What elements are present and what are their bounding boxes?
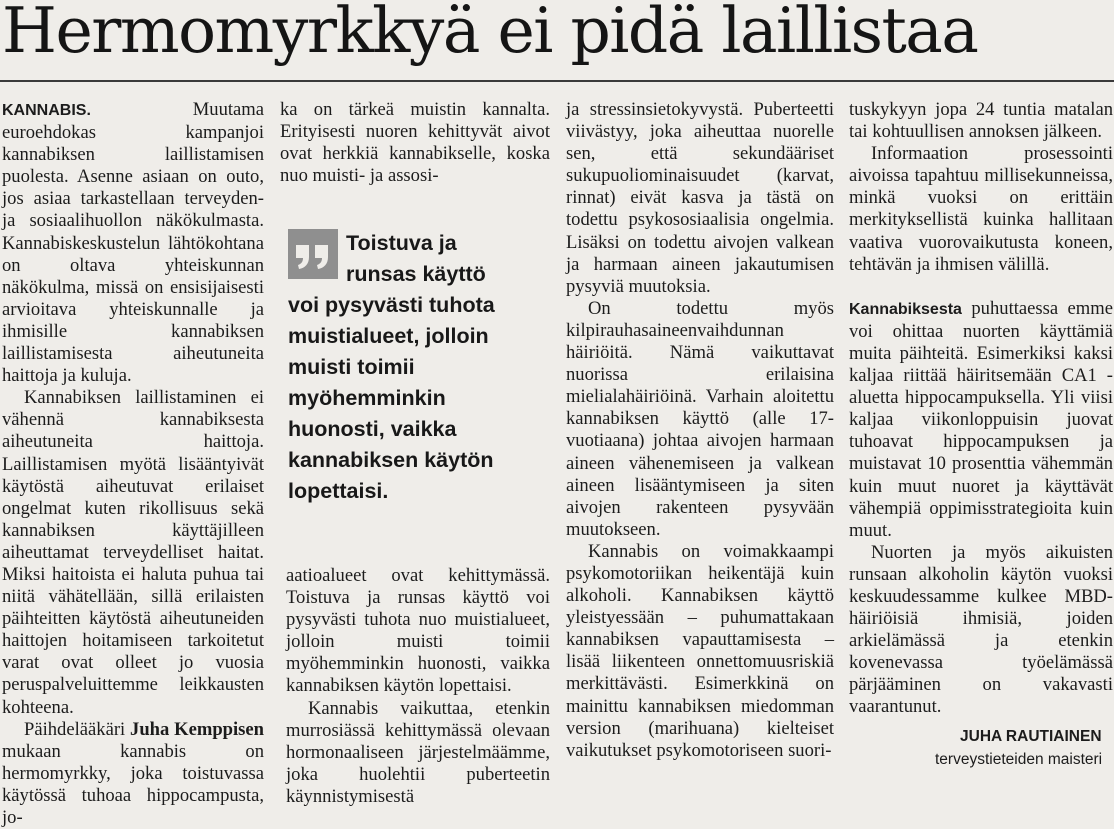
headline-rule	[0, 80, 1114, 82]
pull-quote-line: muistialueet, jolloin	[288, 324, 489, 348]
pull-quote-line: kannabiksen käytön	[288, 448, 494, 472]
byline-title: terveystieteiden maisteri	[935, 751, 1103, 768]
byline-name: JUHA RAUTIAINEN	[960, 728, 1102, 745]
column-4	[849, 99, 1113, 719]
pull-quote-line: lopettaisi.	[288, 479, 389, 503]
paragraph: Nuorten ja myös aikuisten runsaan alkoholin käytön vuoksi keskuudessamme kulkee MBD-häiriöisiä ihmisiä, joiden arkielämässä ja etenkin kovenevassa työelämässä pärjääminen on vakavasti vaarantunut.	[849, 541, 1113, 718]
paragraph: Kannabis vaikuttaa, etenkin murrosiässä kehittymässä olevaan hormonaaliseen järjestelmäämme, joka huolehtii puberteetin käynnistymisestä	[286, 697, 550, 807]
paragraph: ka on tärkeä muistin kannalta. Erityisesti nuoren kehittyvät aivot ovat herkkiä kannabikselle, koska nuo muisti- ja assosi-	[280, 99, 550, 187]
paragraph-text: puhuttaessa emme voi ohittaa nuorten käyttämiä muita päihteitä. Esimerkiksi kaksi kaljaa riittää häiritsemään CA1 -aluetta hippocampuksella. Yli viisi kaljaa viikonloppuisin juovat tuhoavat hippocampuksen ja muistavat 10 prosenttia vähemmän kuin muut nuoret ja käyttävät vähempiä oppimisstrategioita kuin muut.	[849, 297, 1113, 541]
paragraph: Informaation prosessointi aivoissa tapahtuu millisekunneissa, minkä vuoksi on erittäin merkityksellistä kuinka hallitaan vaativa vuorovaikutusta koneen, tehtävän ja ihmisen välillä.	[849, 143, 1113, 275]
paragraph-text: mukaan kannabis on hermomyrkky, joka toistuvassa käytössä tuhoaa hippocampusta, jo-	[2, 740, 264, 828]
column-2-top	[280, 99, 550, 187]
pull-quote-line: huonosti, vaikka	[288, 417, 457, 441]
kicker: KANNABIS.	[2, 102, 91, 119]
paragraph: On todettu myös kilpirauhasaineenvaihdunnan häiriöitä. Nämä vaikuttavat nuorissa erilaisina mielialahäiriöinä. Varhain aloitettu kannabiksen käyttö (alle 17-vuotiaana) johtaa aivojen harmaan aineen vähenemiseen ja valkean aineen lisääntymiseen ja siten aivojen rakenteen pysyvään muutokseen.	[566, 297, 834, 540]
pull-quote-line: myöhemminkin	[288, 386, 446, 410]
pull-quote-line: runsas käyttö	[346, 262, 486, 286]
paragraph	[2, 99, 264, 387]
paragraph	[849, 298, 1113, 542]
paragraph-text: Päihdelääkäri	[24, 718, 126, 740]
person-name: Juha Kemppisen	[130, 718, 264, 740]
column-1	[2, 99, 264, 829]
pull-quote	[288, 228, 548, 507]
paragraph-text: Muutama euroehdokas kampanjoi kannabiksen laillistamisen puolesta. Asenne asiaan on outo, jos asiaa tarkastellaan terveyden- ja sosiaalihuollon näkökulmasta. Kannabiskeskustelun lähtökohtana on oltava yhteiskunnan näkökulma, missä on ensisijaisesti arvioitava yhteiskunnalle ja ihmisille kannabiksen laillistamisesta aiheutuneita haittoja ja kuluja.	[2, 99, 264, 387]
paragraph: aatioalueet ovat kehittymässä. Toistuva ja runsas käyttö voi pysyvästi tuhota nuo muistialueet, jolloin muisti toimii myöhemminkin huonosti, vaikka kannabiksen käytön lopettaisi.	[286, 565, 550, 697]
column-3	[566, 99, 834, 762]
paragraph: tuskykyyn jopa 24 tuntia matalan tai kohtuullisen annoksen jälkeen.	[849, 99, 1113, 143]
kicker: Kannabiksesta	[849, 300, 962, 318]
pull-quote-line: Toistuva ja	[346, 231, 457, 255]
pull-quote-line: voi pysyvästi tuhota	[288, 293, 495, 317]
paragraph: Kannabis on voimakkaampi psykomotoriikan heikentäjä kuin alkoholi. Kannabiksen käyttö yleistyessään – puhumattakaan kannabiksen vapauttamisesta – lisää liikenteen onnettomuusriskiä merkittävästi. Esimerkkinä on mainittu kannabiksen miedomman version (marihuana) kielteiset vaikutukset psykomotoriseen suori-	[566, 540, 834, 761]
paragraph: ja stressinsietokyvystä. Puberteetti viivästyy, joka aiheuttaa nuorelle sen, että sekundääriset sukupuoliominaisuudet (karvat, rinnat) eivät kasva ja tästä on todettu psykososiaalisia ongelmia. Lisäksi on todettu aivojen valkean ja harmaan aineen jakautumisen pysyviä muutoksia.	[566, 99, 834, 297]
headline: Hermomyrkkyä ei pidä laillistaa	[2, 0, 978, 67]
column-2-bottom	[286, 565, 550, 808]
paragraph	[2, 719, 264, 829]
pull-quote-line: muisti toimii	[288, 355, 415, 379]
paragraph: Kannabiksen laillistaminen ei vähennä kannabiksesta aiheutuneita haittoja. Laillistamisen myötä lisääntyivät käytöstä aiheutuvat erilaiset ongelmat kuten rikollisuus sekä kannabiksen käyttäjilleen aiheuttamat terveydelliset haitat. Miksi haitoista ei haluta puhua tai niitä vähätellään, sillä erilaisten päihteitten käytöstä aiheutuneiden haittojen hoitamiseen tarkoitetut varat ovat olleet jo vuosia peruspalveluittemme leikkausten kohteena.	[2, 387, 264, 718]
